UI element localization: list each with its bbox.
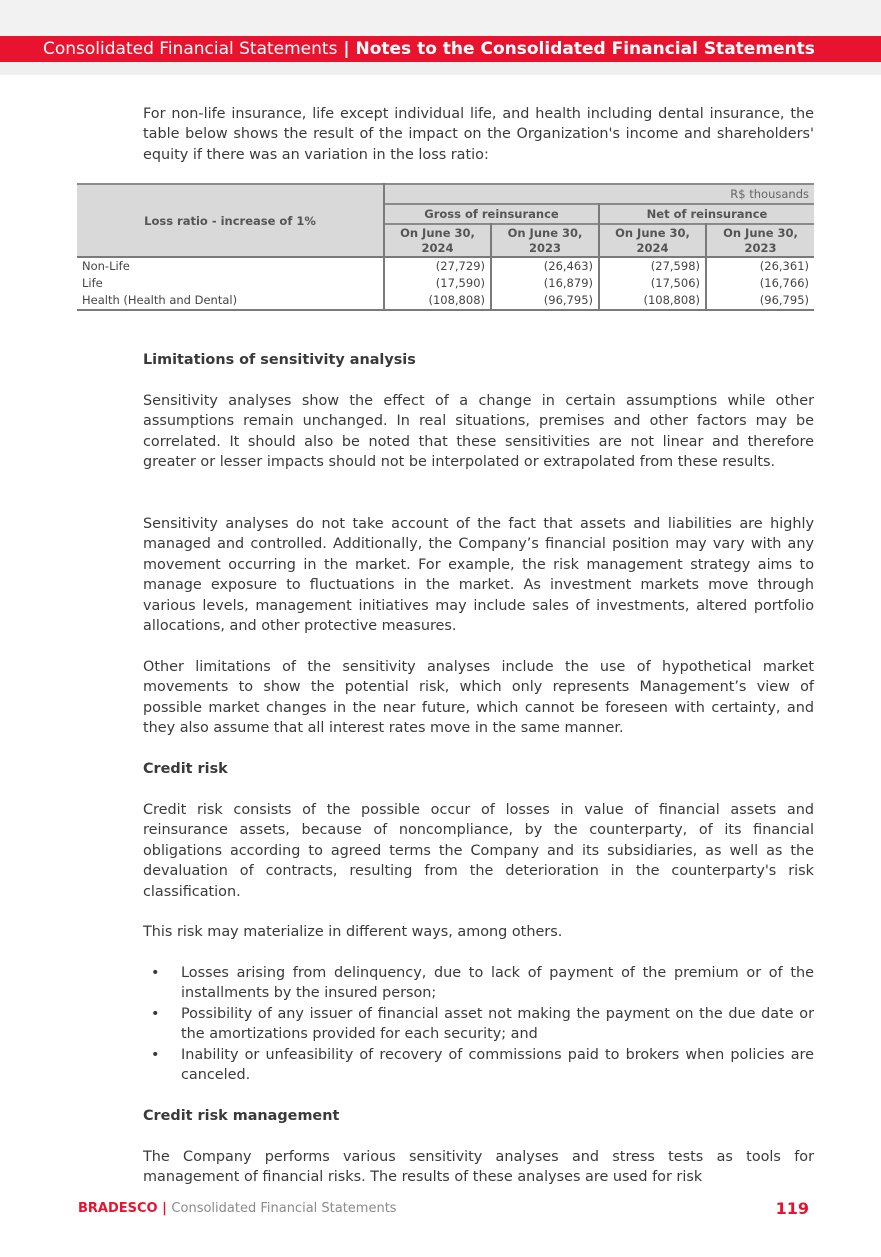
table-row xyxy=(77,292,814,310)
top-margin xyxy=(0,0,881,36)
table-cell: (17,590) xyxy=(384,275,491,292)
credit-risk-management-paragraph: The Company performs various sensitivity analyses and stress tests as tools for management of financial risks. The results of these analyses are used for risk xyxy=(143,1149,814,1186)
table-cell: (17,506) xyxy=(599,275,706,292)
column-header: On June 30, 2023 xyxy=(706,224,814,257)
footer-separator: | xyxy=(157,1201,172,1216)
bullet-marker: • xyxy=(151,965,160,981)
list-item-text: Possibility of any issuer of financial asset not making the payment on the due date or the amortizations provided for each security; and xyxy=(181,1005,814,1043)
row-label: Non-Life xyxy=(77,257,384,275)
table-cell: (27,729) xyxy=(384,257,491,275)
footer-brand: BRADESCO xyxy=(78,1201,158,1216)
footer xyxy=(78,1201,397,1216)
table-cell: (108,808) xyxy=(599,292,706,310)
header-band xyxy=(0,36,881,62)
table-cell: (96,795) xyxy=(706,292,814,310)
page-number: 119 xyxy=(775,1199,809,1218)
intro-paragraph: For non-life insurance, life except individual life, and health including dental insurance, the table below shows the result of the impact on the Organization's income and shareholders' equity if there was an variation in the loss ratio: xyxy=(143,106,814,163)
list-item xyxy=(143,1045,814,1086)
list-item-text: Losses arising from delinquency, due to lack of payment of the premium or of the installments by the insured person; xyxy=(181,965,814,1002)
group-net: Net of reinsurance xyxy=(599,204,814,224)
limitations-paragraph-1: Sensitivity analyses show the effect of a change in certain assumptions while other assumptions remain unchanged. In real situations, premises and other factors may be correlated. It should also be noted that these sensitivities are not linear and therefore greater or lesser impacts should not be interpolated or extrapolated from these results. xyxy=(143,393,814,471)
table-cell: (26,463) xyxy=(491,257,599,275)
row-label: Life xyxy=(77,275,384,292)
bullet-marker: • xyxy=(151,1046,160,1063)
bullet-marker: • xyxy=(151,1005,160,1022)
credit-risk-paragraph-2: This risk may materialize in different ways, among others. xyxy=(143,924,563,940)
header-separator: | xyxy=(337,39,356,59)
column-header: On June 30, 2024 xyxy=(384,224,491,257)
credit-risk-heading: Credit risk xyxy=(143,761,228,777)
table-cell: (108,808) xyxy=(384,292,491,310)
limitations-paragraph-3: Other limitations of the sensitivity analyses include the use of hypothetical market movements to show the potential risk, which only represents Management’s view of possible market changes in the near future, which cannot be foreseen with certainty, and they also assume that all interest rates move in the same manner. xyxy=(143,659,814,737)
header-section: Consolidated Financial Statements xyxy=(43,39,338,59)
limitations-heading: Limitations of sensitivity analysis xyxy=(143,352,416,368)
table-cell: (27,598) xyxy=(599,257,706,275)
table-row xyxy=(77,257,814,275)
table-cell: (26,361) xyxy=(706,257,814,275)
table-row xyxy=(77,275,814,292)
table-unit: R$ thousands xyxy=(384,184,814,204)
table-cell: (16,766) xyxy=(759,276,809,290)
column-header: On June 30, 2024 xyxy=(599,224,706,257)
table-cell: (96,795) xyxy=(491,292,599,310)
list-item-text: Inability or unfeasibility of recovery of commissions paid to brokers when policies are canceled. xyxy=(181,1046,814,1084)
list-item xyxy=(143,1004,814,1045)
group-gross: Gross of reinsurance xyxy=(384,204,599,224)
credit-risk-list xyxy=(143,963,814,1085)
header-underline xyxy=(0,62,881,75)
list-item xyxy=(143,963,814,1004)
footer-text: Consolidated Financial Statements xyxy=(171,1201,397,1216)
table-row-header: Loss ratio - increase of 1% xyxy=(77,184,384,257)
column-header: On June 30, 2023 xyxy=(491,224,599,257)
credit-risk-paragraph-1: Credit risk consists of the possible occur of losses in value of financial assets and reinsurance assets, because of noncompliance, by the counterparty, of its financial obligations according to agreed terms the Company and its subsidiaries, as well as the devaluation of contracts, resulting from the deterioration in the counterparty's risk classification. xyxy=(143,802,814,900)
row-label: Health (Health and Dental) xyxy=(77,292,384,310)
loss-ratio-table xyxy=(77,183,814,311)
table-cell: (16,879) xyxy=(491,275,599,292)
limitations-paragraph-2: Sensitivity analyses do not take account of the fact that assets and liabilities are highly managed and controlled. Additionally, the Company’s financial position may vary with any movement occurring in the market. For example, the risk management strategy aims to manage exposure to fluctuations in the market. As investment markets move through various levels, management initiatives may include sales of investments, altered portfolio allocations, and other protective measures. xyxy=(143,516,814,635)
credit-risk-management-heading: Credit risk management xyxy=(143,1108,340,1124)
header-title: Notes to the Consolidated Financial Statements xyxy=(355,39,815,59)
